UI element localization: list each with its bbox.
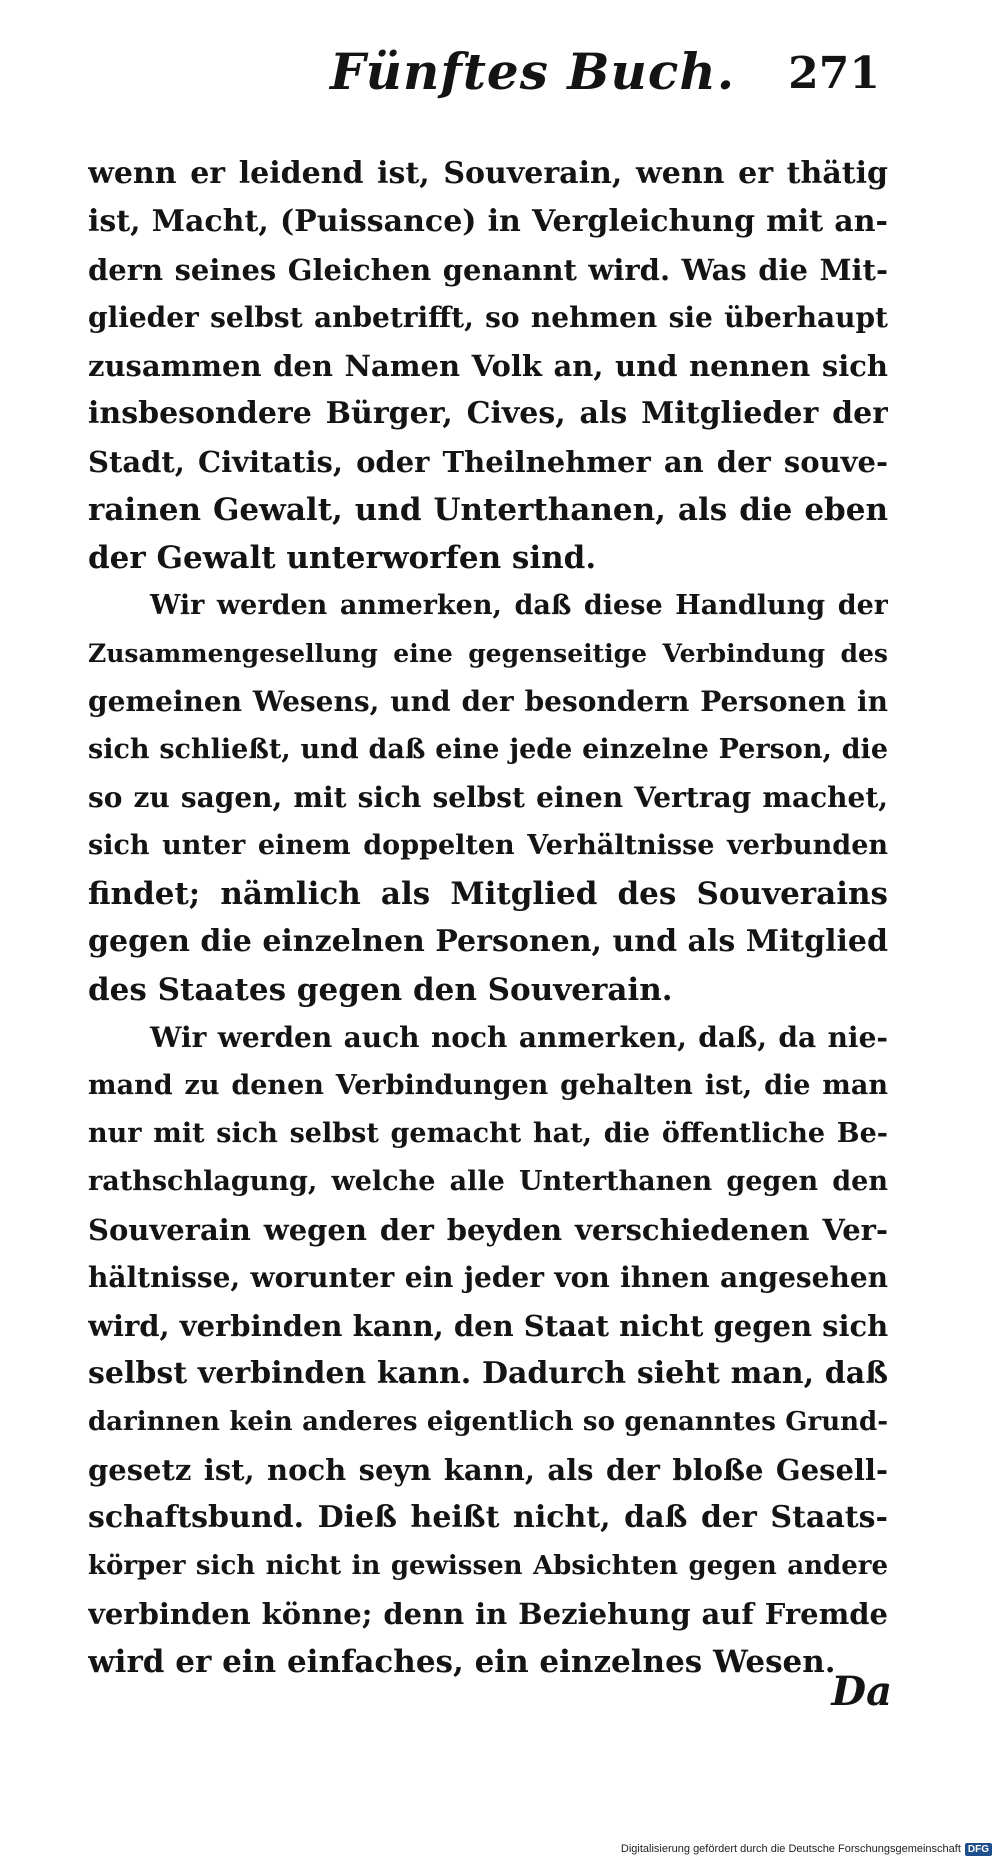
text-line: nur mit sich selbst gemacht hat, die öffentliche Be-: [88, 1118, 888, 1149]
text-line: Stadt, Civitatis, oder Theilnehmer an der souve-: [88, 445, 888, 479]
text-line: darinnen kein anderes eigentlich so genanntes Grund-: [88, 1407, 888, 1437]
page-number: 271: [788, 48, 880, 99]
text-line: Wir werden anmerken, daß diese Handlung der: [150, 590, 888, 621]
text-line: gesetz ist, noch seyn kann, als der bloße Gesell-: [88, 1453, 888, 1487]
text-line: ist, Macht, (Puissance) in Vergleichung mit an-: [88, 204, 888, 239]
text-line: rainen Gewalt, und Unterthanen, als die eben: [88, 492, 888, 528]
paragraph: [88, 150, 888, 582]
text-line: zusammen den Namen Volk an, und nennen sich: [88, 349, 888, 383]
text-line: gegen die einzelnen Personen, und als Mitglied: [88, 924, 888, 959]
body-text: [88, 150, 888, 1686]
text-line: sich unter einem doppelten Verhältnisse verbunden: [88, 830, 888, 861]
text-line: schaftsbund. Dieß heißt nicht, daß der Staats-: [88, 1500, 888, 1535]
running-title: Fünftes Buch.: [330, 42, 736, 101]
text-line: wird er ein einfaches, ein einzelnes Wesen.: [88, 1644, 836, 1680]
text-line: hältnisse, worunter ein jeder von ihnen angesehen: [88, 1261, 888, 1294]
catchword: Da: [831, 1668, 892, 1715]
text-line: gemeinen Wesens, und der besondern Personen in: [88, 685, 888, 718]
digitization-footer: [621, 1840, 992, 1858]
text-line: insbesondere Bürger, Cives, als Mitglieder der: [88, 396, 888, 431]
text-line: findet; nämlich als Mitglied des Souverains: [88, 876, 888, 912]
text-line: der Gewalt unterworfen sind.: [88, 540, 597, 576]
dfg-logo-icon: DFG: [965, 1843, 992, 1856]
running-head: [90, 42, 890, 112]
paragraph: [88, 1014, 888, 1686]
text-line: wird, verbinden kann, den Staat nicht gegen sich: [88, 1309, 888, 1343]
text-line: des Staates gegen den Souverain.: [88, 972, 673, 1008]
text-line: wenn er leidend ist, Souverain, wenn er thätig: [88, 156, 888, 191]
text-line: verbinden könne; denn in Beziehung auf Fremde: [88, 1597, 888, 1631]
text-line: so zu sagen, mit sich selbst einen Vertrag machet,: [88, 781, 888, 814]
text-line: sich schließt, und daß eine jede einzelne Person, die: [88, 734, 888, 765]
footer-credit-text: Digitalisierung gefördert durch die Deutsche Forschungsgemeinschaft: [620, 1843, 961, 1855]
text-line: körper sich nicht in gewissen Absichten gegen andere: [88, 1551, 888, 1581]
text-line: mand zu denen Verbindungen gehalten ist, die man: [88, 1070, 888, 1101]
text-line: dern seines Gleichen genannt wird. Was die Mit-: [88, 253, 888, 287]
paragraph: [88, 582, 888, 1014]
text-line: Zusammengesellung eine gegenseitige Verbindung des: [88, 639, 888, 668]
text-line: selbst verbinden kann. Dadurch sieht man, daß: [88, 1356, 888, 1391]
text-line: glieder selbst anbetrifft, so nehmen sie überhaupt: [88, 301, 888, 334]
text-line: Souverain wegen der beyden verschiedenen Ver-: [88, 1213, 888, 1247]
text-line: rathschlagung, welche alle Unterthanen gegen den: [88, 1166, 888, 1197]
text-line: Wir werden auch noch anmerken, daß, da nie-: [150, 1021, 888, 1054]
